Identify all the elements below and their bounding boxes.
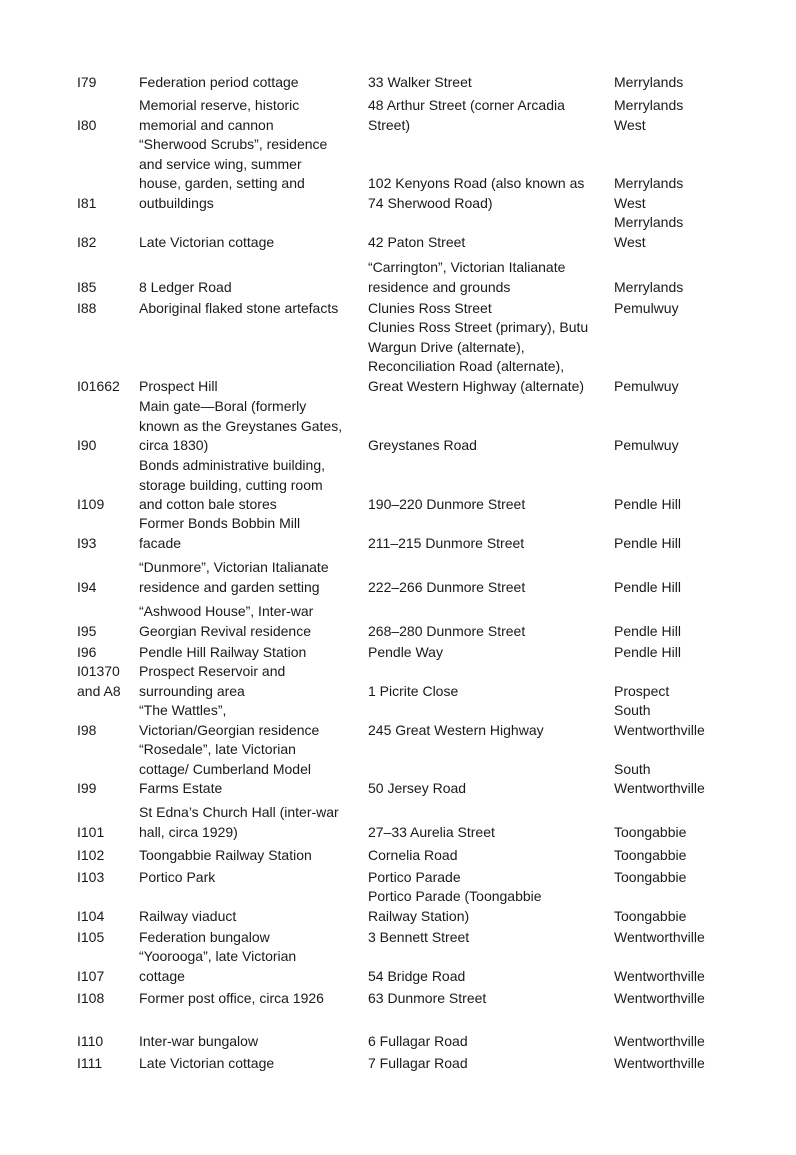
item-address: Clunies Ross Street (primary), Butu Wargun Drive (alternate), Reconciliation Road (alternate), Great Western Highway (alternate) bbox=[368, 319, 589, 394]
item-description: “Rosedale”, late Victorian cottage/ Cumberland Model Farms Estate bbox=[139, 741, 311, 797]
item-description: “Ashwood House”, Inter-war Georgian Revival residence bbox=[139, 603, 314, 639]
item-suburb: Toongabbie bbox=[614, 823, 687, 840]
item-description: “Sherwood Scrubs”, residence and service wing, summer house, garden, setting and outbuildings bbox=[139, 136, 328, 211]
item-suburb: South Wentworthville bbox=[614, 702, 705, 738]
item-address: 48 Arthur Street (corner Arcadia Street) bbox=[368, 97, 565, 133]
item-suburb: Wentworthville bbox=[614, 967, 705, 984]
item-suburb: Wentworthville bbox=[614, 929, 705, 945]
item-suburb: Toongabbie bbox=[614, 869, 687, 885]
item-number: I79 bbox=[77, 74, 97, 90]
item-number: I88 bbox=[77, 300, 97, 316]
item-description: 8 Ledger Road bbox=[139, 278, 232, 295]
item-suburb: Toongabbie bbox=[614, 847, 687, 863]
item-description: “The Wattles”, Victorian/Georgian residence bbox=[139, 702, 320, 738]
item-address: Clunies Ross Street bbox=[368, 300, 492, 316]
item-suburb: Pendle Hill bbox=[614, 534, 681, 551]
item-number: I110 bbox=[77, 1033, 104, 1049]
item-suburb: Merrylands West bbox=[614, 214, 684, 250]
item-address: Cornelia Road bbox=[368, 847, 458, 863]
item-address: 54 Bridge Road bbox=[368, 967, 466, 984]
item-description: Federation period cottage bbox=[139, 74, 299, 90]
item-description: Former post office, circa 1926 bbox=[139, 990, 324, 1006]
item-description: Prospect Reservoir and surrounding area bbox=[139, 663, 286, 699]
item-address: 1 Picrite Close bbox=[368, 682, 459, 699]
item-suburb: Pendle Hill bbox=[614, 578, 681, 595]
item-address: 211–215 Dunmore Street bbox=[368, 534, 525, 551]
item-description: Toongabbie Railway Station bbox=[139, 847, 312, 863]
item-number: I107 bbox=[77, 967, 105, 984]
item-number: I85 bbox=[77, 278, 97, 295]
item-number: I80 bbox=[77, 116, 97, 133]
item-suburb: Wentworthville bbox=[614, 990, 705, 1006]
item-number: I01370 and A8 bbox=[77, 663, 121, 699]
item-description: Main gate—Boral (formerly known as the Greystanes Gates, circa 1830) bbox=[139, 398, 343, 454]
item-number: I99 bbox=[77, 780, 97, 797]
item-number: I98 bbox=[77, 721, 97, 738]
item-description: “Yoorooga”, late Victorian cottage bbox=[139, 948, 297, 984]
item-address: 3 Bennett Street bbox=[368, 929, 470, 945]
item-number: I01662 bbox=[77, 377, 120, 394]
item-number: I111 bbox=[77, 1055, 103, 1071]
item-suburb: Pendle Hill bbox=[614, 496, 681, 513]
item-number: I93 bbox=[77, 534, 97, 551]
item-number: I105 bbox=[77, 929, 105, 945]
item-address: 245 Great Western Highway bbox=[368, 721, 544, 738]
item-description: Late Victorian cottage bbox=[139, 234, 275, 250]
item-address: “Carrington”, Victorian Italianate residence and grounds bbox=[368, 259, 566, 295]
item-description: Pendle Hill Railway Station bbox=[139, 644, 307, 660]
item-suburb: Pemulwuy bbox=[614, 437, 679, 454]
item-suburb: Toongabbie bbox=[614, 907, 687, 924]
item-number: I90 bbox=[77, 437, 97, 454]
item-suburb: Pemulwuy bbox=[614, 300, 679, 316]
item-address: 6 Fullagar Road bbox=[368, 1033, 468, 1049]
item-number: I102 bbox=[77, 847, 105, 863]
item-number: I96 bbox=[77, 644, 97, 660]
item-suburb: Merrylands bbox=[614, 278, 684, 295]
item-number: I108 bbox=[77, 990, 105, 1006]
item-address: 33 Walker Street bbox=[368, 74, 472, 90]
item-description: Bonds administrative building, storage building, cutting room and cotton bale stores bbox=[139, 457, 325, 513]
item-suburb: Prospect bbox=[614, 682, 670, 699]
item-address: 63 Dunmore Street bbox=[368, 990, 487, 1006]
item-address: 102 Kenyons Road (also known as 74 Sherwood Road) bbox=[368, 175, 585, 211]
item-description: Late Victorian cottage bbox=[139, 1055, 275, 1071]
item-address: Greystanes Road bbox=[368, 437, 477, 454]
item-description: Aboriginal flaked stone artefacts bbox=[139, 300, 339, 316]
item-number: I95 bbox=[77, 622, 97, 639]
item-number: I101 bbox=[77, 823, 105, 840]
item-description: Inter-war bungalow bbox=[139, 1033, 259, 1049]
item-address: Portico Parade bbox=[368, 869, 461, 885]
item-address: 27–33 Aurelia Street bbox=[368, 823, 495, 840]
item-address: 222–266 Dunmore Street bbox=[368, 578, 526, 595]
item-suburb: Wentworthville bbox=[614, 1055, 705, 1071]
item-number: I103 bbox=[77, 869, 105, 885]
item-description: Portico Park bbox=[139, 869, 216, 885]
item-address: 50 Jersey Road bbox=[368, 780, 467, 797]
item-description: Prospect Hill bbox=[139, 377, 218, 394]
item-address: 268–280 Dunmore Street bbox=[368, 622, 526, 639]
item-number: I104 bbox=[77, 907, 105, 924]
item-description: Former Bonds Bobbin Mill facade bbox=[139, 515, 301, 551]
item-suburb: Wentworthville bbox=[614, 1033, 705, 1049]
item-description: Railway viaduct bbox=[139, 907, 237, 924]
item-number: I94 bbox=[77, 578, 97, 595]
item-suburb: Merrylands West bbox=[614, 97, 684, 133]
item-address: 190–220 Dunmore Street bbox=[368, 496, 526, 513]
item-suburb: Pemulwuy bbox=[614, 377, 679, 394]
item-description: Federation bungalow bbox=[139, 929, 270, 945]
item-suburb: Pendle Hill bbox=[614, 644, 681, 660]
item-number: I81 bbox=[77, 194, 97, 211]
item-description: St Edna’s Church Hall (inter-war hall, circa 1929) bbox=[139, 804, 339, 840]
item-number: I109 bbox=[77, 496, 105, 513]
item-address: Portico Parade (Toongabbie Railway Station) bbox=[368, 888, 542, 924]
item-number: I82 bbox=[77, 234, 97, 250]
item-suburb: Pendle Hill bbox=[614, 622, 681, 639]
item-address: 7 Fullagar Road bbox=[368, 1055, 468, 1071]
item-address: 42 Paton Street bbox=[368, 234, 466, 250]
item-suburb: South Wentworthville bbox=[614, 760, 705, 797]
item-description: “Dunmore”, Victorian Italianate residence and garden setting bbox=[139, 559, 329, 595]
item-address: Pendle Way bbox=[368, 644, 443, 660]
item-suburb: Merrylands bbox=[614, 74, 684, 90]
item-suburb: Merrylands West bbox=[614, 175, 684, 211]
item-description: Memorial reserve, historic memorial and cannon bbox=[139, 97, 300, 133]
